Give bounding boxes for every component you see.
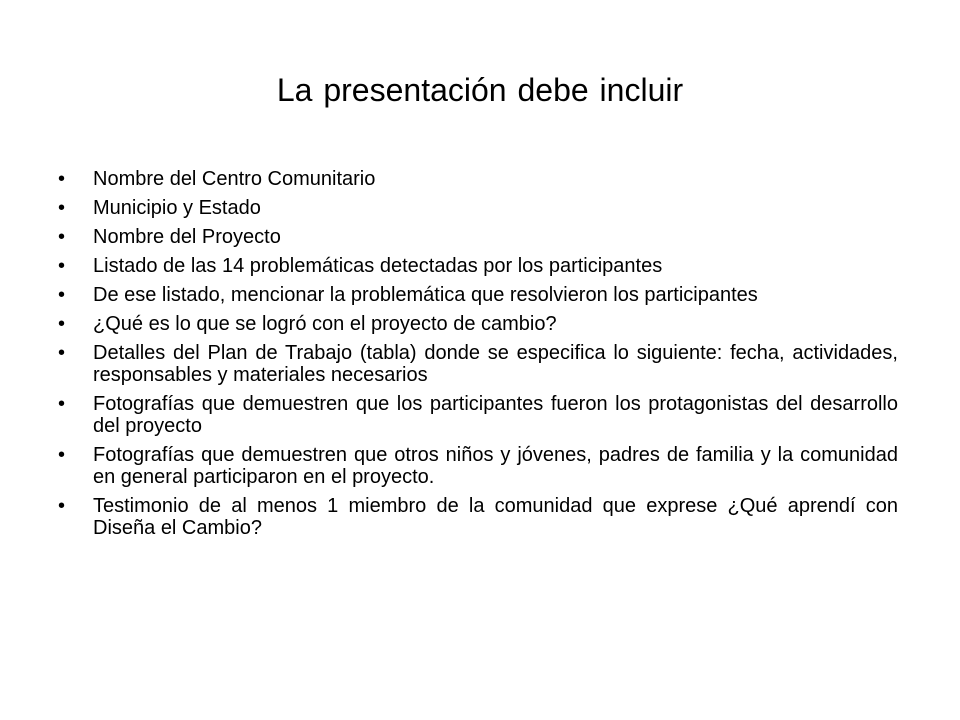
list-item <box>58 197 898 219</box>
list-item <box>58 444 898 488</box>
list-item <box>58 284 898 306</box>
slide-title: La presentación debe incluir <box>276 72 684 108</box>
list-item-text: Testimonio de al menos 1 miembro de la comunidad que exprese ¿Qué aprendí con Diseña el Cambio? <box>93 495 898 539</box>
bullet-icon: • <box>58 284 66 306</box>
list-item-text: Fotografías que demuestren que los participantes fueron los protagonistas del desarrollo del proyecto <box>93 393 898 437</box>
bullet-icon: • <box>58 495 66 517</box>
list-item-text: ¿Qué es lo que se logró con el proyecto de cambio? <box>93 313 557 335</box>
bullet-list <box>58 168 898 546</box>
bullet-icon: • <box>58 226 66 248</box>
list-item <box>58 255 898 277</box>
list-item-text: Municipio y Estado <box>93 197 261 219</box>
list-item-text: Listado de las 14 problemáticas detectadas por los participantes <box>93 255 663 277</box>
bullet-icon: • <box>58 255 66 277</box>
list-item-text: Fotografías que demuestren que otros niños y jóvenes, padres de familia y la comunidad en general participaron en el proyecto. <box>93 444 898 488</box>
list-item-text: Nombre del Proyecto <box>93 226 281 248</box>
list-item <box>58 168 898 190</box>
bullet-icon: • <box>58 168 66 190</box>
bullet-icon: • <box>58 444 66 466</box>
list-item <box>58 226 898 248</box>
list-item-text: Detalles del Plan de Trabajo (tabla) donde se especifica lo siguiente: fecha, actividades, responsables y materiales necesarios <box>93 342 898 386</box>
list-item <box>58 393 898 437</box>
list-item-text: Nombre del Centro Comunitario <box>93 168 376 190</box>
list-item-text: De ese listado, mencionar la problemática que resolvieron los participantes <box>93 284 758 306</box>
bullet-icon: • <box>58 197 66 219</box>
list-item <box>58 495 898 539</box>
list-item <box>58 342 898 386</box>
bullet-icon: • <box>58 393 66 415</box>
bullet-icon: • <box>58 342 66 364</box>
list-item <box>58 313 898 335</box>
bullet-icon: • <box>58 313 66 335</box>
